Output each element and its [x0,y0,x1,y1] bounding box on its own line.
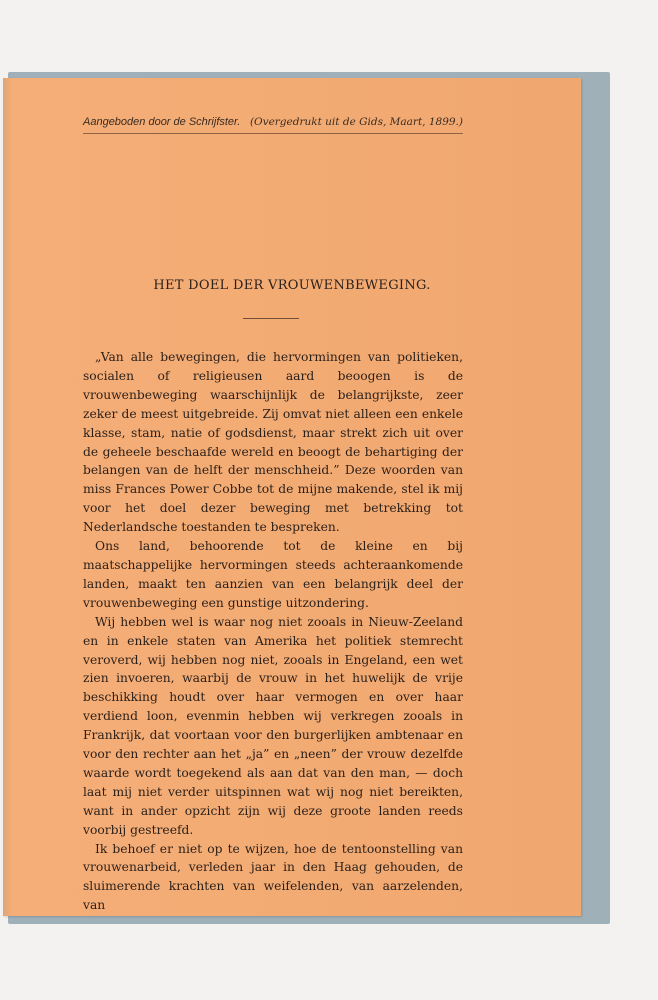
header-reprint-note: (Overgedrukt uit de Gids, Maart, 1899.) [249,116,463,128]
title-divider [243,318,299,319]
page-header [83,116,463,132]
paragraph-2: Ons land, behoorende tot de kleine en bij maatschappelijke hervormingen steeds achteraankomende landen, maakt ten aanzien van een belangrijk deel der vrouwenbeweging een gunstige uitzondering. [83,539,463,610]
document-page [3,78,581,916]
header-rule [83,133,463,134]
paragraph-1: „Van alle bewegingen, die hervormingen van politieken, socialen of religieusen aard beoogen is de vrouwenbeweging waarschijnlijk de belangrijkste, zeer zeker de meest uitgebreide. Zij omvat niet alleen een enkele klasse, stam, natie of godsdienst, maar strekt zich uit over de geheele beschaafde wereld en beoogt de behartiging der belangen van de helft der menschheid.” Deze woorden van miss Frances Power Cobbe tot de mijne makende, stel ik mij voor het doel dezer beweging met betrekking tot Nederlandsche toestanden te bespreken. [83,350,463,535]
header-offered-by: Aangeboden door de Schrijfster. [83,116,241,128]
paragraph-3: Wij hebben wel is waar nog niet zooals in Nieuw-Zeeland en in enkele staten van Amerika het politiek stemrecht veroverd, wij hebben nog niet, zooals in Engeland, een wet zien invoeren, waarbij de vrouw in het huwelijk de vrije beschikking houdt over haar vermogen en over haar verdiend loon, evenmin hebben wij verkregen zooals in Frankrijk, dat voortaan voor den burgerlijken ambtenaar en voor den rechter aan het „ja” en „neen” der vrouw dezelfde waarde wordt toegekend als aan dat van den man, — doch laat mij niet verder uitspinnen wat wij nog niet bereikten, want in ander opzicht zijn wij deze groote landen reeds voorbij gestreefd. [83,614,463,837]
article-title: HET DOEL DER VROUWENBEWEGING. [153,278,431,293]
page-edge-stain [3,78,13,916]
article-body [83,348,463,915]
paragraph-4: Ik behoef er niet op te wijzen, hoe de tentoonstelling van vrouwenarbeid, verleden jaar in den Haag gehouden, de sluimerende krachten van weifelenden, van aarzelenden, van [83,841,463,913]
